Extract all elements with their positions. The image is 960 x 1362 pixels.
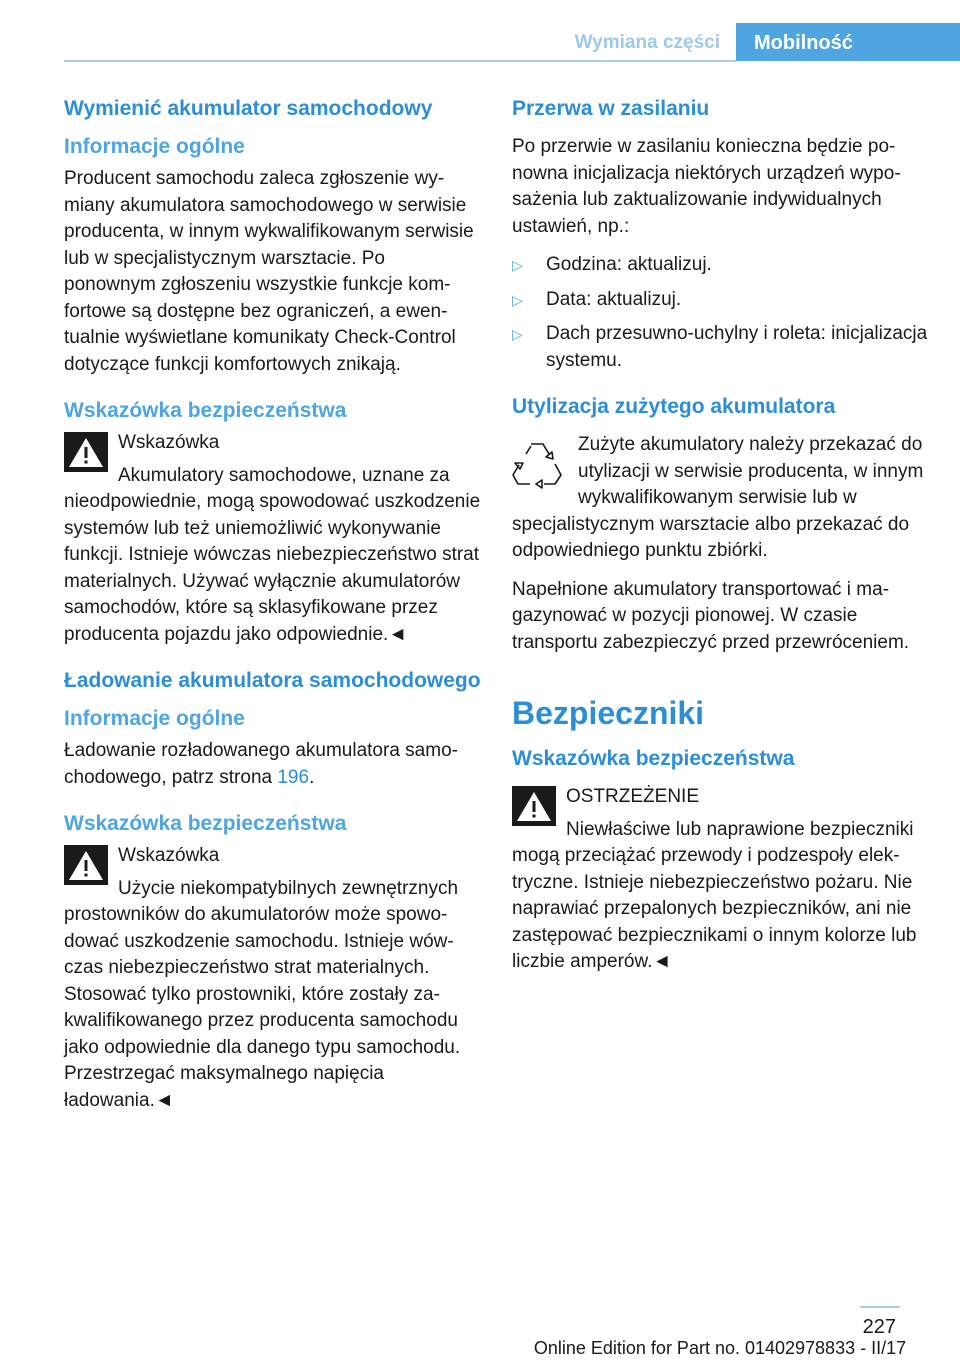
charging-text-end: . [309, 766, 315, 788]
right-column [512, 96, 930, 988]
list-item: ▷ Dach przesuwno-uchylny i roleta: inicjalizacja systemu. [512, 323, 928, 371]
paragraph-power-interruption: Po przerwie w zasilaniu konieczna będzie ponowna inicjalizacja niektórych urządzeń wyposażenia lub zaktualizowanie indywidualnych ustawień, np.: [512, 136, 901, 237]
warning-icon [64, 845, 108, 885]
heading-safety-note: Wskazówka bezpieczeństwa [64, 399, 347, 422]
left-column [64, 96, 482, 1126]
heading-charging: Ładowanie akumulatora samochodowego [64, 669, 481, 692]
heading-battery-disposal: Utylizacja zużytego akumulatora [512, 395, 836, 418]
triangle-bullet-icon: ▷ [512, 291, 523, 308]
header-rule [64, 60, 736, 62]
list-item: ▷ Data: aktualizuj. [512, 287, 930, 314]
footer-edition: Online Edition for Part no. 01402978833 - II/17 [533, 1338, 907, 1358]
heading-fuses: Bezpieczniki [512, 695, 705, 731]
recycle-icon [512, 438, 562, 492]
heading-safety-note: Wskazówka bezpieczeństwa [512, 747, 795, 770]
warning-label: OSTRZEŻENIE [566, 786, 700, 807]
warning-label: Wskazówka [118, 845, 220, 866]
paragraph-storage: Napełnione akumulatory transportować i magazynować w pozycji pionowej. W czasie transportu zabezpieczyć przed przewróceniem. [512, 578, 910, 653]
heading-safety-note: Wskazówka bezpieczeństwa [64, 812, 347, 835]
disposal-block [512, 432, 930, 565]
page-header [0, 23, 960, 61]
warning-block [64, 430, 482, 648]
triangle-bullet-icon: ▷ [512, 257, 523, 273]
paragraph-disposal: Zużyte akumulatory należy przekazać do utylizacji w serwisie producenta, w innym wykwalifikowanym serwisie lub w specjalistycznym warsztacie albo przekazać do odpowiedniego punktu zbiórki. [512, 434, 924, 561]
heading-general-info: Informacje ogólne [64, 135, 245, 158]
warning-label: Wskazówka [118, 432, 220, 453]
settings-list [512, 252, 930, 374]
warning-text: Niewłaściwe lub naprawione bezpieczniki mogą przeciążać przewody i podzespoły elektryczne. Istnieje niebezpieczeństwo pożaru. Nie naprawiać przepalonych bezpieczników, ani nie zastępować bezpiecznikami o innym kolorze lub liczbie amperów.◄ [512, 818, 917, 972]
list-item: ▷ Godzina: aktualizuj. [512, 252, 930, 279]
heading-power-interruption: Przerwa w zasilaniu [512, 97, 710, 120]
warning-block [512, 784, 930, 976]
paragraph-charging-info [64, 738, 482, 791]
heading-general-info: Informacje ogólne [64, 707, 245, 730]
page-number: 227 [862, 1316, 896, 1338]
header-section-title: Wymiana części [574, 32, 720, 53]
page-number-rule [860, 1306, 900, 1308]
warning-text: Akumulatory samochodowe, uznane za nieodpowiednie, mogą spowodować uszkodzenie systemów lub też uniemożliwić wykonywanie funkcji. Istnieje wówczas niebezpieczeństwo strat materialnych. Używać wyłącznie akumulatorów samochodów, które są sklasyfikowane przez producenta pojazdu jako odpowiednie.◄ [64, 464, 481, 645]
page-reference-link[interactable]: 196 [277, 766, 310, 788]
heading-replace-battery: Wymienić akumulator samochodowy [64, 97, 433, 120]
warning-icon [64, 432, 108, 472]
header-chapter-tab: Mobilność [736, 23, 960, 61]
charging-text: Ładowanie rozładowanego akumulatora samochodowego, patrz strona [64, 740, 458, 788]
paragraph-general-info: Producent samochodu zaleca zgłoszenie wymiany akumulatora samochodowego w serwisie producenta, w innym wykwalifikowanym serwisie lub w specjalistycznym warsztacie. Po ponownym zgłoszeniu wszystkie funkcje komfortowe są dostępne bez ograniczeń, a ewentualnie wyświetlane komunikaty Check-Control dotyczące funkcji komfortowych znikają. [64, 168, 474, 375]
warning-icon [512, 786, 556, 826]
warning-block [64, 843, 482, 1114]
warning-text: Użycie niekompatybilnych zewnętrznych prostowników do akumulatorów może spowodować uszkodzenie samochodu. Istnieje wówczas niebezpieczeństwo strat materialnych. Stosować tylko prostowniki, które zostały zakwalifikowanego przez producenta samochodu jako odpowiednie dla danego typu samochodu. Przestrzegać maksymalnego napięcia ładowania.◄ [64, 877, 461, 1111]
triangle-bullet-icon: ▷ [512, 326, 523, 342]
